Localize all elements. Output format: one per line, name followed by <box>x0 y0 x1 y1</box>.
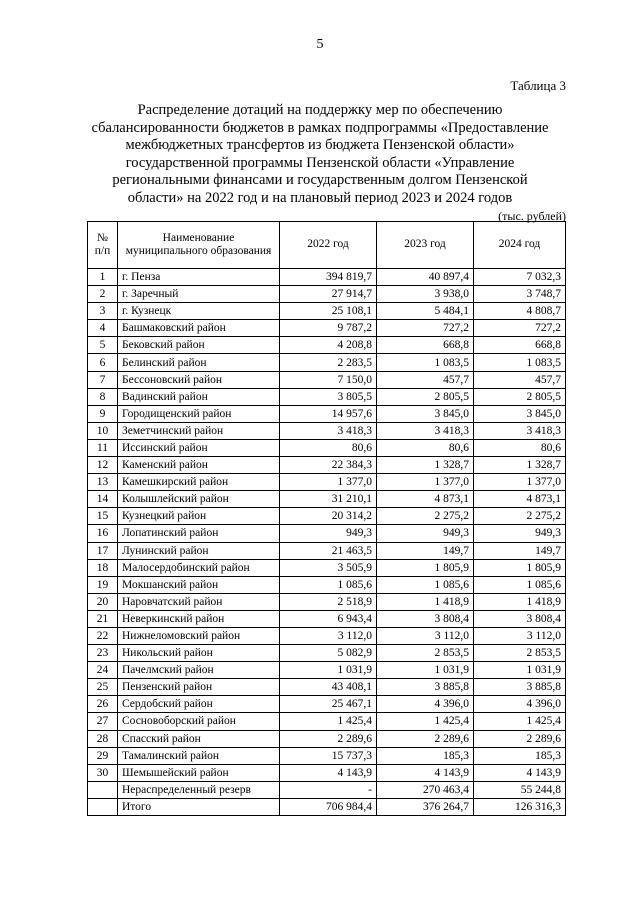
value-2024: 1 083,5 <box>474 354 566 371</box>
header-2024: 2024 год <box>474 222 566 269</box>
table-row <box>88 764 566 781</box>
row-number: 14 <box>88 491 118 508</box>
value-2022: 21 463,5 <box>280 542 377 559</box>
row-number: 21 <box>88 610 118 627</box>
table-row <box>88 645 566 662</box>
row-number: 25 <box>88 679 118 696</box>
row-number: 23 <box>88 645 118 662</box>
value-2022: - <box>280 781 377 798</box>
value-2024: 2 805,5 <box>474 388 566 405</box>
value-2024: 1 805,9 <box>474 559 566 576</box>
value-2024: 1 085,6 <box>474 576 566 593</box>
value-2024: 727,2 <box>474 320 566 337</box>
table-header-row <box>88 222 566 269</box>
value-2023: 40 897,4 <box>377 269 474 286</box>
value-2024: 1 425,4 <box>474 713 566 730</box>
municipality-name: г. Пенза <box>118 269 280 286</box>
table-label: Таблица 3 <box>510 78 566 93</box>
value-2024: 1 031,9 <box>474 662 566 679</box>
row-number: 12 <box>88 457 118 474</box>
value-2023: 727,2 <box>377 320 474 337</box>
value-2022: 2 283,5 <box>280 354 377 371</box>
table-row <box>88 405 566 422</box>
title-line: Распределение дотаций на поддержку мер по обеспечению <box>137 102 503 118</box>
value-2023: 1 085,6 <box>377 576 474 593</box>
table-row <box>88 388 566 405</box>
municipality-name: г. Кузнецк <box>118 303 280 320</box>
value-2022: 1 031,9 <box>280 662 377 679</box>
row-number: 18 <box>88 559 118 576</box>
value-2024: 7 032,3 <box>474 269 566 286</box>
row-number <box>88 781 118 798</box>
table-row <box>88 474 566 491</box>
table-row <box>88 781 566 798</box>
value-2023: 2 275,2 <box>377 508 474 525</box>
value-2024: 2 289,6 <box>474 730 566 747</box>
value-2022: 1 377,0 <box>280 474 377 491</box>
header-2023: 2023 год <box>377 222 474 269</box>
units-label: (тыс. рублей) <box>498 209 566 223</box>
row-number: 13 <box>88 474 118 491</box>
municipality-name: Малосердобинский район <box>118 559 280 576</box>
value-2023: 2 805,5 <box>377 388 474 405</box>
row-number: 29 <box>88 747 118 764</box>
value-2024: 55 244,8 <box>474 781 566 798</box>
value-2022: 3 805,5 <box>280 388 377 405</box>
table-row <box>88 610 566 627</box>
municipality-name: Бековский район <box>118 337 280 354</box>
value-2024: 149,7 <box>474 542 566 559</box>
row-number: 19 <box>88 576 118 593</box>
title-line: государственной программы Пензенской области «Управление <box>125 154 515 171</box>
row-number: 8 <box>88 388 118 405</box>
value-2024: 668,8 <box>474 337 566 354</box>
municipality-name: Кузнецкий район <box>118 508 280 525</box>
row-number: 10 <box>88 422 118 439</box>
table-row <box>88 320 566 337</box>
municipality-name: Бессоновский район <box>118 371 280 388</box>
value-2024: 3 845,0 <box>474 405 566 422</box>
value-2022: 1 085,6 <box>280 576 377 593</box>
value-2023: 270 463,4 <box>377 781 474 798</box>
value-2022: 31 210,1 <box>280 491 377 508</box>
table-row <box>88 559 566 576</box>
table-row <box>88 354 566 371</box>
value-2022: 2 289,6 <box>280 730 377 747</box>
title-line: межбюджетных трансфертов из бюджета Пензенской области» <box>125 137 515 153</box>
municipality-name: Нижнеломовский район <box>118 627 280 644</box>
value-2024: 4 873,1 <box>474 491 566 508</box>
row-number <box>88 798 118 815</box>
value-2024: 4 808,7 <box>474 303 566 320</box>
value-2024: 3 112,0 <box>474 627 566 644</box>
municipality-name: Наровчатский район <box>118 593 280 610</box>
table-row <box>88 422 566 439</box>
row-number: 5 <box>88 337 118 354</box>
value-2022: 949,3 <box>280 525 377 542</box>
table-row <box>88 662 566 679</box>
value-2023: 668,8 <box>377 337 474 354</box>
value-2022: 25 467,1 <box>280 696 377 713</box>
municipality-name: Спасский район <box>118 730 280 747</box>
table-row <box>88 627 566 644</box>
value-2023: 1 805,9 <box>377 559 474 576</box>
row-number: 26 <box>88 696 118 713</box>
municipality-name: Итого <box>118 798 280 815</box>
value-2022: 22 384,3 <box>280 457 377 474</box>
municipality-name: Пензенский район <box>118 679 280 696</box>
value-2024: 3 808,4 <box>474 610 566 627</box>
table-row <box>88 337 566 354</box>
value-2022: 20 314,2 <box>280 508 377 525</box>
table-row <box>88 696 566 713</box>
value-2023: 4 143,9 <box>377 764 474 781</box>
value-2024: 457,7 <box>474 371 566 388</box>
value-2023: 5 484,1 <box>377 303 474 320</box>
value-2022: 9 787,2 <box>280 320 377 337</box>
value-2024: 3 418,3 <box>474 422 566 439</box>
value-2022: 1 425,4 <box>280 713 377 730</box>
table-row <box>88 457 566 474</box>
value-2023: 3 112,0 <box>377 627 474 644</box>
subsidies-table <box>87 221 566 816</box>
header-2022: 2022 год <box>280 222 377 269</box>
value-2022: 706 984,4 <box>280 798 377 815</box>
value-2023: 4 873,1 <box>377 491 474 508</box>
value-2023: 457,7 <box>377 371 474 388</box>
value-2022: 394 819,7 <box>280 269 377 286</box>
value-2023: 3 418,3 <box>377 422 474 439</box>
value-2022: 3 112,0 <box>280 627 377 644</box>
value-2023: 3 885,8 <box>377 679 474 696</box>
value-2024: 185,3 <box>474 747 566 764</box>
table-body <box>88 269 566 816</box>
value-2023: 185,3 <box>377 747 474 764</box>
municipality-name: г. Заречный <box>118 286 280 303</box>
municipality-name: Сердобский район <box>118 696 280 713</box>
table-row <box>88 269 566 286</box>
value-2024: 4 143,9 <box>474 764 566 781</box>
value-2022: 3 505,9 <box>280 559 377 576</box>
value-2022: 25 108,1 <box>280 303 377 320</box>
value-2023: 1 418,9 <box>377 593 474 610</box>
municipality-name: Тамалинский район <box>118 747 280 764</box>
value-2023: 3 808,4 <box>377 610 474 627</box>
table-row <box>88 286 566 303</box>
value-2022: 6 943,4 <box>280 610 377 627</box>
title-line: сбалансированности бюджетов в рамках подпрограммы «Предоставление <box>91 119 549 136</box>
value-2023: 949,3 <box>377 525 474 542</box>
row-number: 16 <box>88 525 118 542</box>
municipality-name: Городищенский район <box>118 405 280 422</box>
value-2023: 3 938,0 <box>377 286 474 303</box>
value-2024: 2 853,5 <box>474 645 566 662</box>
row-number: 4 <box>88 320 118 337</box>
table-row <box>88 798 566 815</box>
value-2024: 3 748,7 <box>474 286 566 303</box>
value-2022: 7 150,0 <box>280 371 377 388</box>
municipality-name: Колышлейский район <box>118 491 280 508</box>
header-number: № п/п <box>88 222 118 269</box>
municipality-name: Земетчинский район <box>118 422 280 439</box>
value-2022: 80,6 <box>280 439 377 456</box>
value-2024: 3 885,8 <box>474 679 566 696</box>
row-number: 30 <box>88 764 118 781</box>
value-2022: 14 957,6 <box>280 405 377 422</box>
value-2023: 3 845,0 <box>377 405 474 422</box>
municipality-name: Мокшанский район <box>118 576 280 593</box>
value-2022: 5 082,9 <box>280 645 377 662</box>
row-number: 24 <box>88 662 118 679</box>
value-2023: 376 264,7 <box>377 798 474 815</box>
row-number: 2 <box>88 286 118 303</box>
value-2023: 1 328,7 <box>377 457 474 474</box>
value-2023: 1 377,0 <box>377 474 474 491</box>
value-2022: 4 208,8 <box>280 337 377 354</box>
table-row <box>88 542 566 559</box>
value-2022: 4 143,9 <box>280 764 377 781</box>
municipality-name: Лопатинский район <box>118 525 280 542</box>
municipality-name: Сосновоборский район <box>118 713 280 730</box>
row-number: 22 <box>88 627 118 644</box>
table-row <box>88 593 566 610</box>
value-2023: 1 425,4 <box>377 713 474 730</box>
municipality-name: Никольский район <box>118 645 280 662</box>
page-number: 5 <box>316 37 324 52</box>
table-row <box>88 576 566 593</box>
row-number: 9 <box>88 405 118 422</box>
row-number: 7 <box>88 371 118 388</box>
table-row <box>88 371 566 388</box>
row-number: 27 <box>88 713 118 730</box>
table-row <box>88 747 566 764</box>
value-2022: 15 737,3 <box>280 747 377 764</box>
row-number: 1 <box>88 269 118 286</box>
municipality-name: Башмаковский район <box>118 320 280 337</box>
value-2024: 80,6 <box>474 439 566 456</box>
value-2024: 4 396,0 <box>474 696 566 713</box>
value-2024: 126 316,3 <box>474 798 566 815</box>
title-line: региональными финансами и государственным долгом Пензенской <box>112 172 528 188</box>
value-2023: 2 853,5 <box>377 645 474 662</box>
value-2023: 2 289,6 <box>377 730 474 747</box>
row-number: 28 <box>88 730 118 747</box>
value-2023: 1 083,5 <box>377 354 474 371</box>
municipality-name: Шемышейский район <box>118 764 280 781</box>
municipality-name: Иссинский район <box>118 439 280 456</box>
value-2023: 1 031,9 <box>377 662 474 679</box>
header-municipality: Наименование муниципального образования <box>118 222 280 269</box>
table-row <box>88 713 566 730</box>
document-title <box>60 102 580 207</box>
row-number: 17 <box>88 542 118 559</box>
value-2024: 1 328,7 <box>474 457 566 474</box>
municipality-name: Пачелмский район <box>118 662 280 679</box>
row-number: 20 <box>88 593 118 610</box>
row-number: 3 <box>88 303 118 320</box>
value-2024: 949,3 <box>474 525 566 542</box>
value-2024: 2 275,2 <box>474 508 566 525</box>
row-number: 6 <box>88 354 118 371</box>
table-row <box>88 508 566 525</box>
value-2024: 1 418,9 <box>474 593 566 610</box>
title-line: области» на 2022 год и на плановый период 2023 и 2024 годов <box>127 189 513 206</box>
municipality-name: Белинский район <box>118 354 280 371</box>
value-2023: 80,6 <box>377 439 474 456</box>
municipality-name: Камешкирский район <box>118 474 280 491</box>
value-2022: 3 418,3 <box>280 422 377 439</box>
table-row <box>88 303 566 320</box>
municipality-name: Нераспределенный резерв <box>118 781 280 798</box>
row-number: 15 <box>88 508 118 525</box>
table-row <box>88 491 566 508</box>
table-row <box>88 439 566 456</box>
value-2022: 27 914,7 <box>280 286 377 303</box>
table-row <box>88 679 566 696</box>
table-row <box>88 730 566 747</box>
value-2023: 149,7 <box>377 542 474 559</box>
municipality-name: Лунинский район <box>118 542 280 559</box>
value-2022: 2 518,9 <box>280 593 377 610</box>
value-2024: 1 377,0 <box>474 474 566 491</box>
row-number: 11 <box>88 439 118 456</box>
municipality-name: Вадинский район <box>118 388 280 405</box>
municipality-name: Каменский район <box>118 457 280 474</box>
table-row <box>88 525 566 542</box>
value-2022: 43 408,1 <box>280 679 377 696</box>
value-2023: 4 396,0 <box>377 696 474 713</box>
municipality-name: Неверкинский район <box>118 610 280 627</box>
